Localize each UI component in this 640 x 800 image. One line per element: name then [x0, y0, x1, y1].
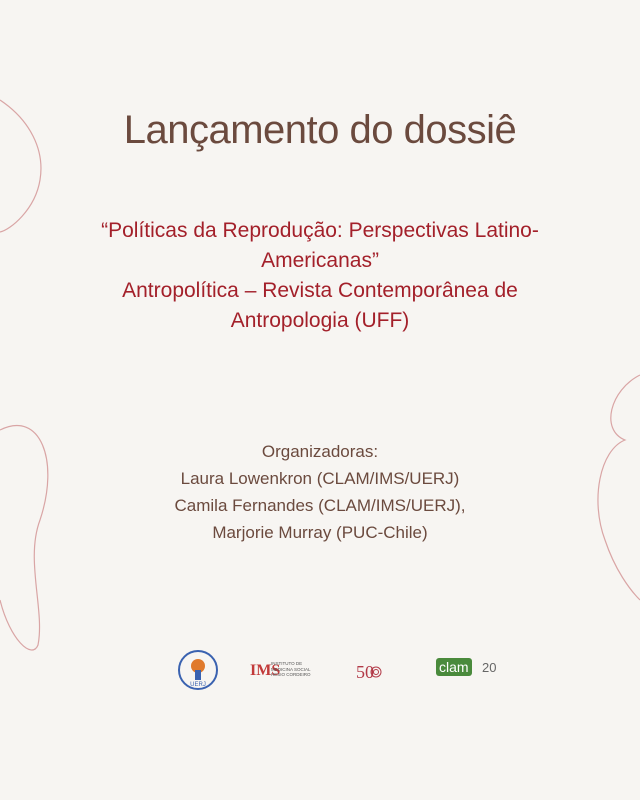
organizer-name: Camila Fernandes (CLAM/IMS/UERJ),: [174, 496, 466, 515]
clam-wordmark: clam: [436, 658, 472, 676]
organizers-heading: Organizadoras:: [261, 442, 379, 461]
uerj-logo: [176, 648, 220, 694]
ims-text-line: MEDICINA SOCIAL: [271, 666, 311, 672]
fifty-years-logo: [356, 648, 384, 694]
subtitle-line-3: Antropolítica – Revista Contemporânea de: [122, 279, 518, 302]
clam-20-mark: 20: [482, 660, 497, 675]
clam-logo: [436, 648, 508, 694]
ims-text-line: INSTITUTO DE: [271, 661, 303, 666]
subtitle-line-1: “Políticas da Reprodução: Perspectivas Latino-: [101, 219, 539, 242]
organizer-name: Marjorie Murray (PUC-Chile): [212, 523, 428, 542]
right-curve: [598, 375, 640, 600]
logo-strip: [0, 648, 640, 694]
ims-mark: IMS: [250, 662, 281, 679]
uerj-logo-text: UERJ: [190, 682, 206, 688]
ims-logo: [250, 648, 322, 694]
fifty-text: 50: [356, 662, 374, 682]
organizers-block: [40, 438, 600, 546]
ims-text-line: HESIO CORDEIRO: [271, 672, 311, 677]
organizer-name: Laura Lowenkron (CLAM/IMS/UERJ): [180, 469, 460, 488]
page-title: Lançamento do dossiê: [123, 108, 517, 152]
subtitle-line-4: Antropologia (UFF): [230, 309, 410, 332]
dossier-subtitle: [40, 216, 600, 336]
ims-logo-text: [271, 661, 323, 678]
subtitle-line-2: Americanas”: [261, 249, 379, 272]
